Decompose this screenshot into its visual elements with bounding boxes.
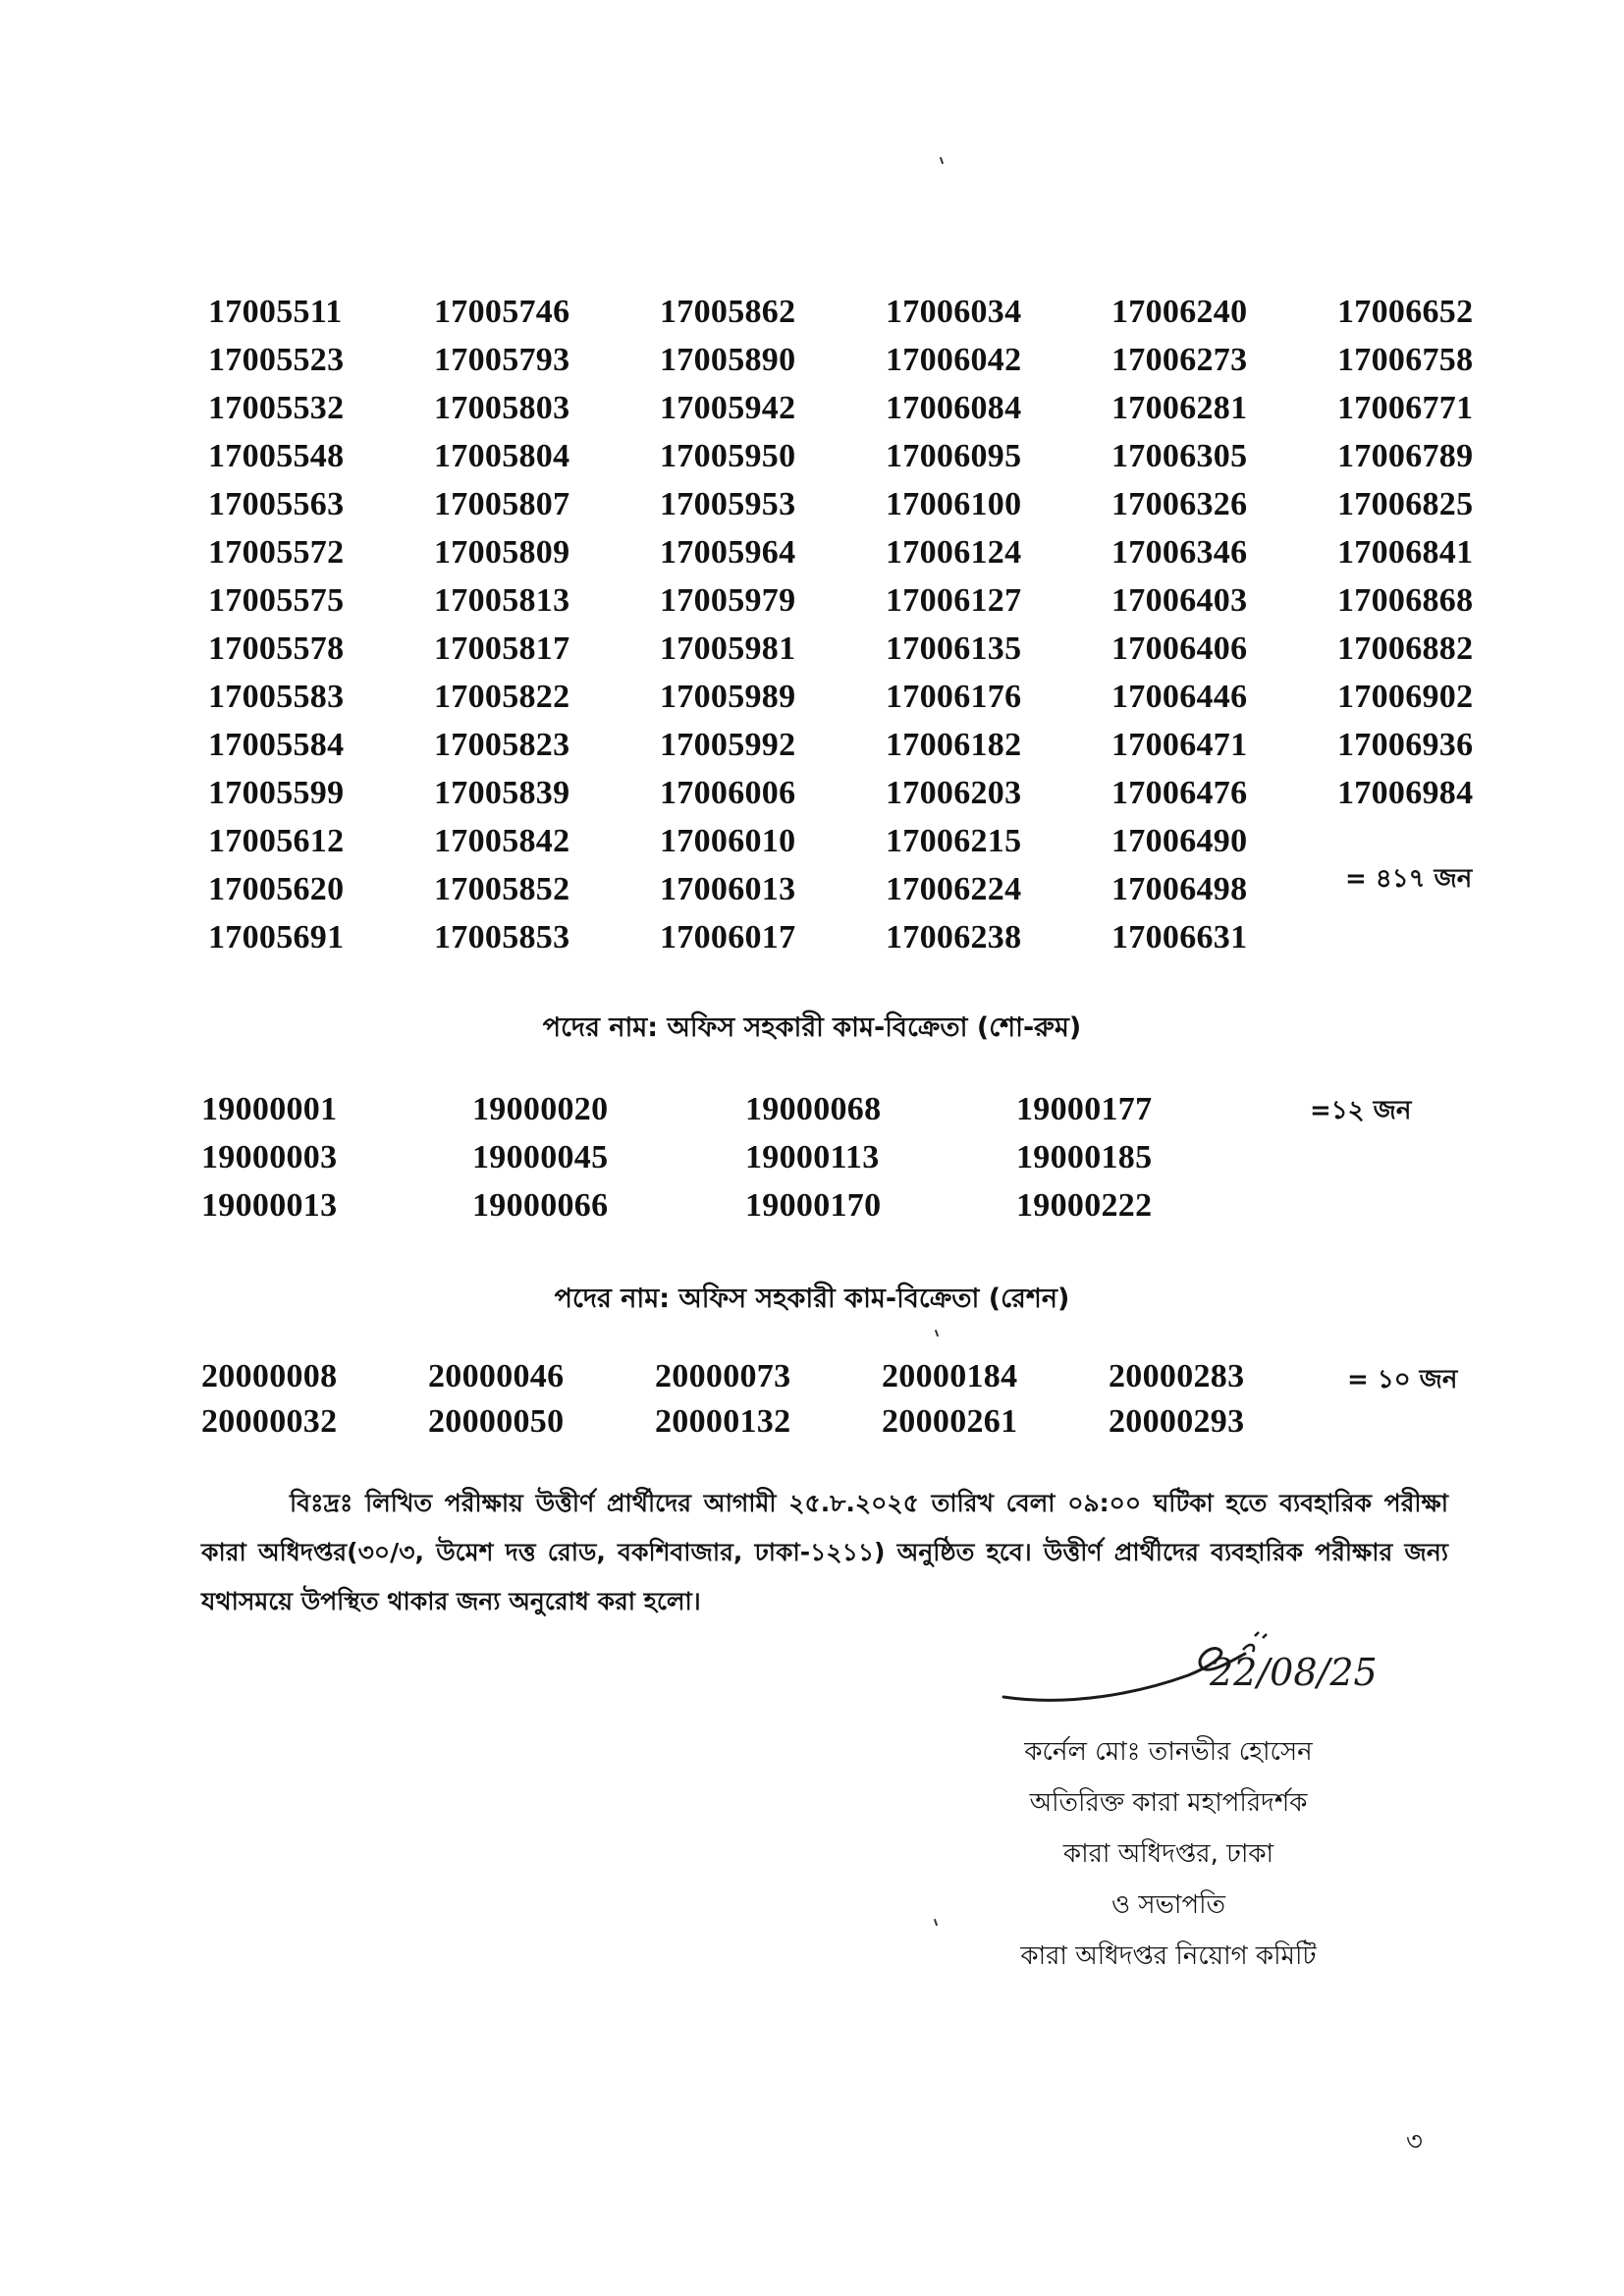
roll-number: 17006100 xyxy=(886,486,1022,522)
roll-number: 17005862 xyxy=(660,294,796,330)
roll-number: 19000113 xyxy=(745,1139,880,1175)
roll-number: 17006273 xyxy=(1111,342,1248,378)
roll-number: 17005548 xyxy=(208,438,345,474)
note-paragraph xyxy=(201,1479,1448,1626)
roll-number: 17006825 xyxy=(1337,486,1474,522)
roll-number: 17006403 xyxy=(1111,582,1248,619)
roll-number-table-section-3 xyxy=(201,1353,1311,1444)
roll-number: 17005584 xyxy=(208,727,345,763)
roll-number: 17005583 xyxy=(208,679,345,715)
roll-number: 17005823 xyxy=(434,727,570,763)
roll-number: 17005807 xyxy=(434,486,570,522)
roll-number: 17005950 xyxy=(660,438,796,474)
roll-number: 17005852 xyxy=(434,871,570,907)
roll-number: 17006095 xyxy=(886,438,1022,474)
scan-speck xyxy=(935,1330,939,1337)
roll-number: 17005612 xyxy=(208,823,345,859)
roll-number: 20000283 xyxy=(1109,1358,1245,1394)
roll-number: 17005572 xyxy=(208,534,345,571)
roll-number: 17006490 xyxy=(1111,823,1248,859)
roll-number: 17005822 xyxy=(434,679,570,715)
roll-number: 17005953 xyxy=(660,486,796,522)
roll-number: 17006203 xyxy=(886,775,1022,811)
roll-number: 19000068 xyxy=(745,1091,882,1127)
roll-number: 17006406 xyxy=(1111,630,1248,667)
roll-number: 17005979 xyxy=(660,582,796,619)
page-number: ৩ xyxy=(1406,2127,1423,2157)
roll-number: 17006176 xyxy=(886,679,1022,715)
roll-number: 20000184 xyxy=(882,1358,1018,1394)
roll-number: 17006868 xyxy=(1337,582,1474,619)
roll-number: 20000261 xyxy=(882,1403,1018,1440)
roll-number: 19000001 xyxy=(201,1091,338,1127)
roll-number: 17006281 xyxy=(1111,390,1248,426)
roll-number: 17006984 xyxy=(1337,775,1474,811)
roll-number: 17006127 xyxy=(886,582,1022,619)
section-3-total: = ১০ জন xyxy=(1347,1365,1458,1394)
roll-number: 17005803 xyxy=(434,390,570,426)
roll-number: 17006305 xyxy=(1111,438,1248,474)
roll-number: 19000222 xyxy=(1016,1187,1153,1224)
roll-number: 17005511 xyxy=(208,294,343,330)
signature-date: 22/08/25 xyxy=(1210,1651,1378,1694)
roll-number: 20000073 xyxy=(655,1358,791,1394)
roll-number: 17006326 xyxy=(1111,486,1248,522)
roll-number: 17006006 xyxy=(660,775,796,811)
roll-number: 17005942 xyxy=(660,390,796,426)
roll-number: 17006446 xyxy=(1111,679,1248,715)
roll-number: 17005746 xyxy=(434,294,570,330)
roll-number: 17006124 xyxy=(886,534,1022,571)
roll-number: 17005853 xyxy=(434,919,570,956)
roll-number: 17005563 xyxy=(208,486,345,522)
roll-number: 17005964 xyxy=(660,534,796,571)
roll-number: 17005599 xyxy=(208,775,345,811)
roll-number: 19000020 xyxy=(472,1091,609,1127)
roll-number: 17006476 xyxy=(1111,775,1248,811)
roll-number: 17005578 xyxy=(208,630,345,667)
roll-number: 17006841 xyxy=(1337,534,1474,571)
roll-number: 17006346 xyxy=(1111,534,1248,571)
roll-number: 20000008 xyxy=(201,1358,338,1394)
roll-number: 19000177 xyxy=(1016,1091,1153,1127)
roll-number: 17006498 xyxy=(1111,871,1248,907)
roll-number: 17006182 xyxy=(886,727,1022,763)
roll-number: 17005691 xyxy=(208,919,345,956)
signatory-name: কর্নেল মোঃ তানভীর হোসেন xyxy=(1024,1737,1313,1767)
signatory-block xyxy=(972,1726,1365,1982)
roll-number: 17006238 xyxy=(886,919,1022,956)
roll-number: 17005813 xyxy=(434,582,570,619)
roll-number: 17005620 xyxy=(208,871,345,907)
roll-number: 20000032 xyxy=(201,1403,338,1440)
roll-number: 17005981 xyxy=(660,630,796,667)
roll-number: 17005809 xyxy=(434,534,570,571)
handwritten-signature xyxy=(992,1620,1404,1738)
roll-number: 17005992 xyxy=(660,727,796,763)
roll-number: 17005839 xyxy=(434,775,570,811)
roll-number: 17006135 xyxy=(886,630,1022,667)
roll-number: 17005842 xyxy=(434,823,570,859)
roll-number: 20000050 xyxy=(428,1403,565,1440)
roll-number: 17005532 xyxy=(208,390,345,426)
roll-number: 17006240 xyxy=(1111,294,1248,330)
note-text: বিঃদ্রঃ লিখিত পরীক্ষায় উত্তীর্ণ প্রার্থীদের আগামী ২৫.৮.২০২৫ তারিখ বেলা ০৯:০০ ঘটিকা হতে ব্যবহারিক পরীক্ষা কারা অধিদপ্তর(৩০/৩, উমেশ দত্ত রোড, বকশিবাজার, ঢাকা-১২১১) অনুষ্ঠিত হবে। উত্তীর্ণ প্রার্থীদের ব্যবহারিক পরীক্ষার জন্য যথাসময়ে উপস্থিত থাকার জন্য অনুরোধ করা হলো। xyxy=(201,1489,1448,1615)
roll-number: 19000185 xyxy=(1016,1139,1153,1175)
roll-number: 20000132 xyxy=(655,1403,791,1440)
signatory-role: ও সভাপতি xyxy=(1110,1890,1226,1920)
roll-number: 17006224 xyxy=(886,871,1022,907)
section-2-total: =১২ জন xyxy=(1310,1096,1412,1125)
roll-number: 17006013 xyxy=(660,871,796,907)
section-3-heading: পদের নাম: অফিস সহকারী কাম-বিক্রেতা (রেশন) xyxy=(554,1284,1070,1314)
signatory-office: কারা অধিদপ্তর, ঢাকা xyxy=(1062,1839,1274,1869)
roll-number: 17005575 xyxy=(208,582,345,619)
roll-number: 19000170 xyxy=(745,1187,882,1224)
roll-number: 17006902 xyxy=(1337,679,1474,715)
roll-number: 17005523 xyxy=(208,342,345,378)
roll-number: 17006936 xyxy=(1337,727,1474,763)
roll-number: 17006034 xyxy=(886,294,1022,330)
roll-number: 20000293 xyxy=(1109,1403,1245,1440)
roll-number: 19000003 xyxy=(201,1139,338,1175)
roll-number: 17006631 xyxy=(1111,919,1248,956)
signatory-committee: কারা অধিদপ্তর নিয়োগ কমিটি xyxy=(1020,1941,1317,1971)
scan-speck xyxy=(934,1919,938,1926)
roll-number: 17005817 xyxy=(434,630,570,667)
roll-number: 17005793 xyxy=(434,342,570,378)
roll-number: 17006010 xyxy=(660,823,796,859)
roll-number: 17006758 xyxy=(1337,342,1474,378)
roll-number: 19000045 xyxy=(472,1139,609,1175)
roll-number-table-section-2 xyxy=(201,1086,1281,1230)
section-2-heading: পদের নাম: অফিস সহকারী কাম-বিক্রেতা (শো-রুম) xyxy=(542,1012,1082,1043)
signatory-designation: অতিরিক্ত কারা মহাপরিদর্শক xyxy=(1029,1788,1308,1818)
roll-number: 17006084 xyxy=(886,390,1022,426)
roll-number-table-section-1 xyxy=(208,289,1543,962)
roll-number: 17006789 xyxy=(1337,438,1474,474)
roll-number: 20000046 xyxy=(428,1358,565,1394)
roll-number: 17006771 xyxy=(1337,390,1474,426)
roll-number: 19000013 xyxy=(201,1187,338,1224)
roll-number: 17005989 xyxy=(660,679,796,715)
roll-number: 17006017 xyxy=(660,919,796,956)
scan-speck xyxy=(940,157,944,164)
roll-number: 17006471 xyxy=(1111,727,1248,763)
roll-number: 17005804 xyxy=(434,438,570,474)
roll-number: 17006882 xyxy=(1337,630,1474,667)
roll-number: 17006652 xyxy=(1337,294,1474,330)
roll-number: 17006042 xyxy=(886,342,1022,378)
roll-number: 19000066 xyxy=(472,1187,609,1224)
roll-number: 17005890 xyxy=(660,342,796,378)
section-1-total: = ৪১৭ জন xyxy=(1345,864,1473,894)
roll-number: 17006215 xyxy=(886,823,1022,859)
